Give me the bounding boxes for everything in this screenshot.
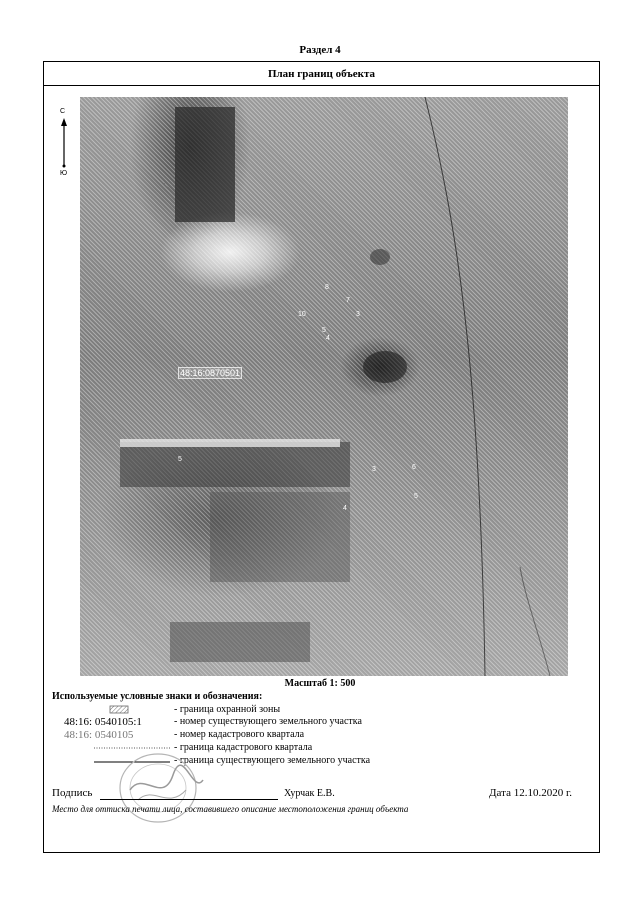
legend-symbol bbox=[52, 716, 172, 728]
hatched-box-icon bbox=[52, 704, 172, 716]
legend-code: 48:16: 0540105 bbox=[64, 729, 134, 741]
north-arrow bbox=[54, 108, 74, 178]
legend-symbol bbox=[52, 729, 172, 741]
map-scale: Масштаб 1: 500 bbox=[284, 678, 356, 689]
north-label: С bbox=[60, 108, 66, 115]
legend-description: - граница кадастрового квартала bbox=[174, 742, 313, 753]
signature-label: Подпись bbox=[52, 787, 93, 799]
aerial-map bbox=[80, 97, 568, 676]
point-label: 7 bbox=[346, 297, 350, 304]
point-label: 8 bbox=[325, 284, 329, 291]
legend-symbol bbox=[52, 704, 172, 716]
point-label: 5 bbox=[414, 493, 418, 500]
point-label: 6 bbox=[412, 464, 416, 471]
point-label: 10 bbox=[298, 311, 306, 318]
legend-description: - граница существующего земельного участка bbox=[174, 755, 371, 766]
legend-description: - номер существующего земельного участка bbox=[174, 716, 362, 727]
point-label: 3 bbox=[372, 466, 376, 473]
legend-description: - граница охранной зоны bbox=[174, 704, 281, 715]
plan-title: План границ объекта bbox=[44, 62, 599, 86]
south-label: Ю bbox=[60, 170, 68, 177]
signature-underline bbox=[100, 799, 278, 800]
legend-item-quarter-number bbox=[52, 729, 592, 741]
stamp-place-note: Место для оттиска печати лица, составившего описание местоположения границ объекта bbox=[52, 804, 409, 814]
legend-code: 48:16: 0540105:1 bbox=[64, 716, 142, 728]
point-label: 4 bbox=[343, 505, 347, 512]
map-overlay bbox=[80, 97, 568, 676]
point-label: 4 bbox=[326, 335, 330, 342]
point-label: 5 bbox=[178, 456, 182, 463]
parcel-number-label: 48:16:0870501 bbox=[180, 368, 241, 378]
legend-title: Используемые условные знаки и обозначения: bbox=[52, 691, 263, 702]
section-title: Раздел 4 bbox=[299, 44, 341, 56]
point-label: 5 bbox=[322, 327, 326, 334]
signature-date: Дата 12.10.2020 г. bbox=[489, 787, 572, 799]
north-arrow-icon bbox=[60, 118, 68, 170]
legend-item-parcel-number bbox=[52, 716, 592, 728]
signature-row bbox=[52, 787, 572, 803]
legend-description: - номер кадастрового квартала bbox=[174, 729, 305, 740]
point-label: 3 bbox=[356, 311, 360, 318]
signer-name: Хурчак Е.В. bbox=[284, 788, 335, 799]
legend-item-protection-zone bbox=[52, 704, 592, 716]
